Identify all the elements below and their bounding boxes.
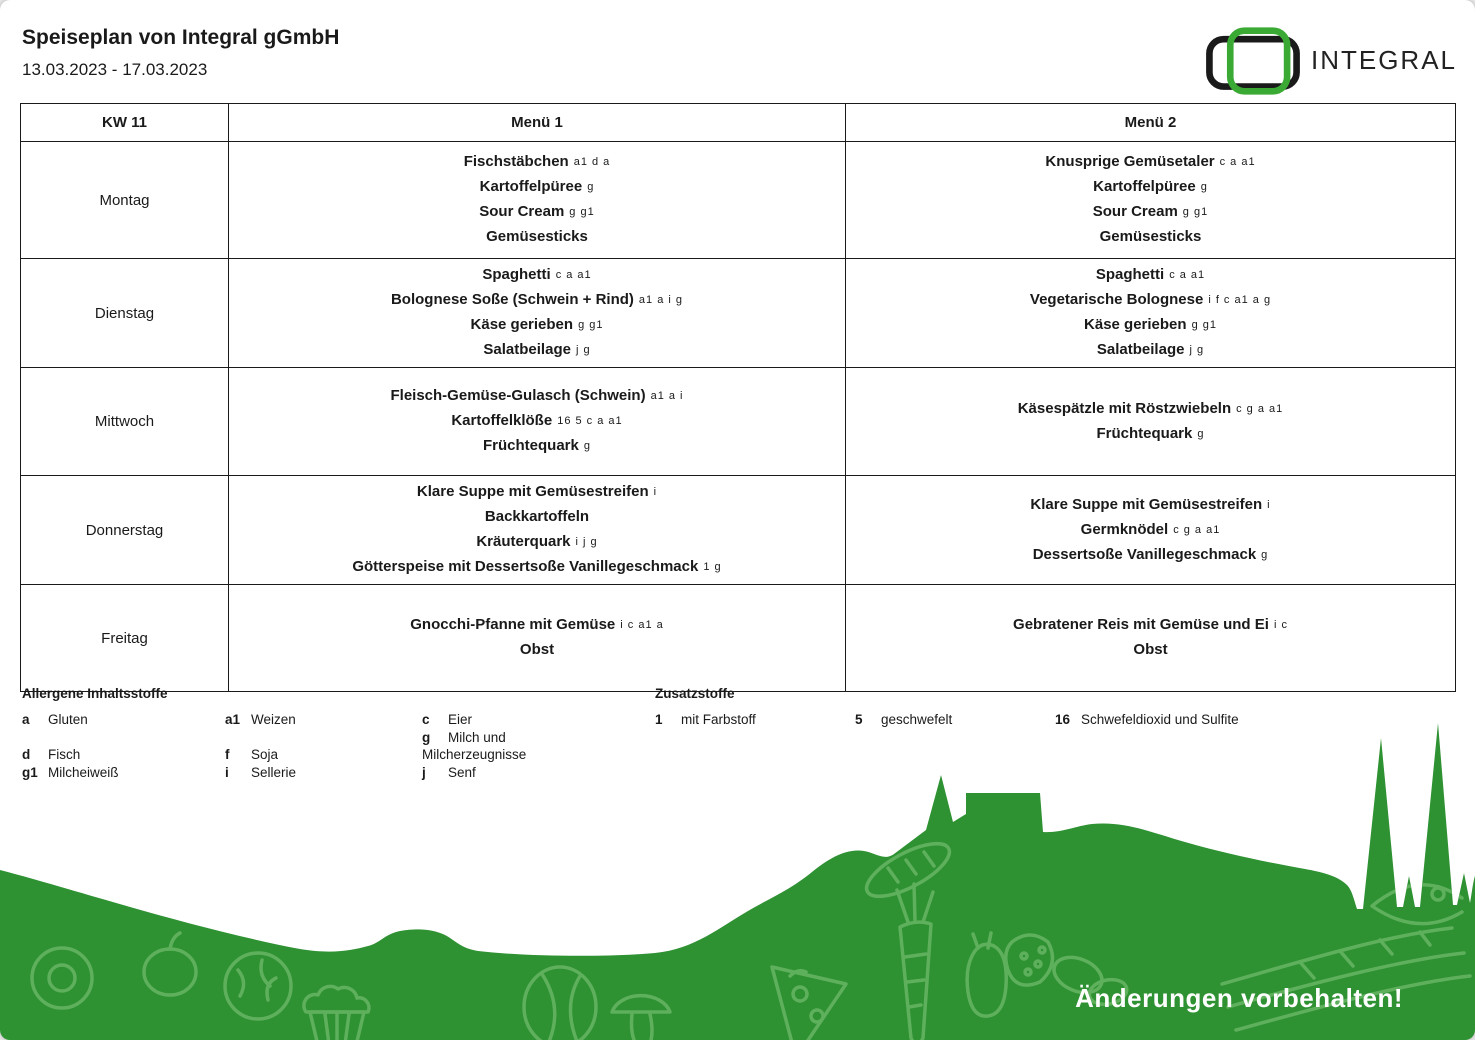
dish-name: Käsespätzle mit Röstzwiebeln <box>1017 399 1232 417</box>
dish-name: Salatbeilage <box>1096 341 1185 358</box>
dish <box>235 384 839 409</box>
dish <box>235 530 839 555</box>
dish <box>852 263 1449 288</box>
legend-item-label: Sellerie <box>251 764 297 780</box>
dish <box>235 200 839 225</box>
day-label: Dienstag <box>21 259 229 368</box>
additive-item-label: mit Farbstoff <box>681 712 756 727</box>
dish-name: Kartoffelklöße <box>451 412 553 429</box>
dish-allergen-codes: g g1 <box>1182 206 1209 218</box>
dish-name: Knusprige Gemüsetaler <box>1045 153 1215 170</box>
dish <box>852 288 1449 313</box>
legend-item-code: c <box>422 712 430 727</box>
dish-allergen-codes: c g a a1 <box>1173 523 1221 536</box>
dish-name: Gemüsesticks <box>486 228 588 245</box>
dish-allergen-codes: c a a1 <box>1169 269 1206 281</box>
dish-name: Früchtequark <box>1096 424 1193 442</box>
dish <box>235 338 839 363</box>
dish <box>235 313 839 338</box>
dish-name: Fleisch-Gemüse-Gulasch (Schwein) <box>390 387 646 404</box>
day-label: Mittwoch <box>21 368 229 476</box>
legend-item-label: Weizen <box>251 712 296 727</box>
dish-allergen-codes: i j g <box>575 536 598 548</box>
dish <box>852 397 1449 422</box>
dish-name: Vegetarische Bolognese <box>1029 291 1204 308</box>
legend-item-code: g <box>422 729 431 745</box>
dish <box>235 555 839 580</box>
additive-item-label: geschwefelt <box>881 712 953 727</box>
dish-allergen-codes: j g <box>1189 344 1205 356</box>
dish-allergen-codes: 1 g <box>703 561 722 573</box>
dish-allergen-codes: c a a1 <box>1219 156 1256 168</box>
legend-item-code: a1 <box>225 712 241 727</box>
menu1-cell <box>229 142 846 259</box>
dish <box>852 543 1449 568</box>
dish-name: Dessertsoße Vanillegeschmack <box>1032 545 1257 563</box>
dish <box>235 225 839 250</box>
legend-item-code: a <box>22 712 30 727</box>
integral-logo <box>1203 24 1457 96</box>
menu1-cell <box>229 476 846 585</box>
legend-item-label: Gluten <box>48 712 88 727</box>
dish <box>852 175 1449 200</box>
dish-allergen-codes: c g a a1 <box>1236 402 1284 415</box>
dish-allergen-codes: g g1 <box>578 319 604 331</box>
dish-allergen-codes: g g1 <box>569 206 595 218</box>
dish-allergen-codes: g <box>587 181 595 193</box>
date-range: 13.03.2023 - 17.03.2023 <box>22 60 208 79</box>
additive-item-code: 16 <box>1055 712 1071 727</box>
dish-name: Gnocchi-Pfanne mit Gemüse <box>410 616 616 633</box>
legend-item-label: Milcheiweiß <box>48 764 119 780</box>
dish <box>235 263 839 288</box>
dish-name: Spaghetti <box>482 266 551 283</box>
dish-name: Sour Cream <box>1092 203 1178 220</box>
dish <box>235 613 839 638</box>
legend-item-code: f <box>225 747 230 762</box>
column-header-menu1: Menü 1 <box>229 104 846 142</box>
legend-item-label: Eier <box>448 712 473 727</box>
dish-allergen-codes: g <box>1200 181 1208 193</box>
dish <box>852 638 1449 663</box>
dish <box>235 409 839 434</box>
dish-name: Obst <box>519 641 555 658</box>
dish <box>852 338 1449 363</box>
dish <box>235 150 839 175</box>
legend-item-code: i <box>225 764 229 780</box>
dish-name: Kartoffelpüree <box>1093 178 1196 195</box>
dish <box>235 434 839 459</box>
dish-allergen-codes: g <box>1197 427 1205 440</box>
dish-name: Kartoffelpüree <box>479 178 583 195</box>
dish-allergen-codes: i <box>653 486 658 498</box>
page-title: Speiseplan von Integral gGmbH <box>22 26 340 49</box>
dish-name: Bolognese Soße (Schwein + Rind) <box>390 291 634 308</box>
legend-item-label: Soja <box>251 747 279 762</box>
dish <box>235 480 839 505</box>
dish-name: Gebratener Reis mit Gemüse und Ei <box>1013 616 1269 633</box>
legend-item-label: Fisch <box>48 747 81 762</box>
menu2-cell <box>846 476 1456 585</box>
integral-logo-text: INTEGRAL <box>1310 44 1457 75</box>
day-label: Donnerstag <box>21 476 229 585</box>
dish-allergen-codes: a1 a i g <box>638 294 684 306</box>
dish <box>852 200 1449 225</box>
integral-logo-icon <box>1203 24 1303 96</box>
table-row <box>21 585 1456 692</box>
column-header-menu2: Menü 2 <box>846 104 1456 142</box>
dish-allergen-codes: c a a1 <box>555 269 592 281</box>
dish-allergen-codes: g <box>1261 548 1269 561</box>
menu-table <box>20 103 1456 692</box>
day-label: Freitag <box>21 585 229 692</box>
menu2-cell <box>846 142 1456 259</box>
dish-name: Früchtequark <box>483 437 579 454</box>
menu2-cell <box>846 585 1456 692</box>
menu-table-body <box>21 142 1456 692</box>
dish-name: Obst <box>1133 641 1168 658</box>
menu1-cell <box>229 585 846 692</box>
dish-name: Gemüsesticks <box>1099 228 1202 245</box>
table-row <box>21 476 1456 585</box>
dish-allergen-codes: j g <box>575 344 591 356</box>
dish <box>852 518 1449 543</box>
dish <box>852 613 1449 638</box>
dish-name: Käse gerieben <box>470 316 574 333</box>
dish-allergen-codes: i c a1 a <box>620 619 664 631</box>
table-row <box>21 259 1456 368</box>
dish-name: Klare Suppe mit Gemüsestreifen <box>416 483 649 500</box>
dish-allergen-codes: g <box>583 440 591 452</box>
dish-allergen-codes: 16 5 c a a1 <box>557 415 623 427</box>
dish-name: Germknödel <box>1080 520 1169 538</box>
legend-item-code: j <box>422 764 426 780</box>
additive-item-code: 1 <box>655 712 663 727</box>
dish <box>235 288 839 313</box>
dish-name: Backkartoffeln <box>484 508 590 525</box>
menu1-cell <box>229 259 846 368</box>
dish-allergen-codes: i <box>1267 498 1271 511</box>
dish <box>852 422 1449 447</box>
dish-allergen-codes: a1 a i <box>650 390 684 402</box>
menu2-cell <box>846 259 1456 368</box>
dish-name: Sour Cream <box>479 203 565 220</box>
dish-name: Fischstäbchen <box>463 153 569 170</box>
additive-item-code: 5 <box>855 712 863 727</box>
allergens-title: Allergene Inhaltsstoffe <box>22 686 168 701</box>
leaf-icon <box>668 907 710 940</box>
menu1-cell <box>229 368 846 476</box>
dish-allergen-codes: g g1 <box>1191 319 1217 331</box>
dish <box>852 150 1449 175</box>
table-row <box>21 368 1456 476</box>
legend-item-label: Milcherzeugnisse <box>422 747 527 762</box>
legend-item-code: d <box>22 747 31 762</box>
dish-name: Käse gerieben <box>1084 316 1187 333</box>
dish-allergen-codes: a1 d a <box>573 156 611 168</box>
dish <box>852 225 1449 250</box>
menu2-cell <box>846 368 1456 476</box>
legend-item-label: Senf <box>448 764 476 780</box>
dish <box>852 313 1449 338</box>
additives-title: Zusatzstoffe <box>655 686 735 701</box>
disclaimer-text: Änderungen vorbehalten! <box>1075 983 1403 1013</box>
table-row <box>21 142 1456 259</box>
dish <box>852 493 1449 518</box>
dish-name: Spaghetti <box>1095 266 1165 283</box>
week-label: KW 11 <box>21 104 229 142</box>
dish <box>235 175 839 200</box>
day-label: Montag <box>21 142 229 259</box>
legend-item-code: g1 <box>22 764 38 780</box>
dish-name: Salatbeilage <box>483 341 571 358</box>
dish <box>235 638 839 663</box>
dish <box>235 505 839 530</box>
dish-name: Klare Suppe mit Gemüsestreifen <box>1030 495 1263 513</box>
table-header-row <box>21 104 1456 142</box>
dish-allergen-codes: i c <box>1273 619 1288 631</box>
legend-item-label: Milch und <box>448 729 506 745</box>
dish-name: Götterspeise mit Dessertsoße Vanillegeschmack <box>352 558 699 575</box>
dish-allergen-codes: i f c a1 a g <box>1208 294 1272 306</box>
additive-item-label: Schwefeldioxid und Sulfite <box>1081 712 1239 727</box>
dish-name: Kräuterquark <box>476 533 571 550</box>
